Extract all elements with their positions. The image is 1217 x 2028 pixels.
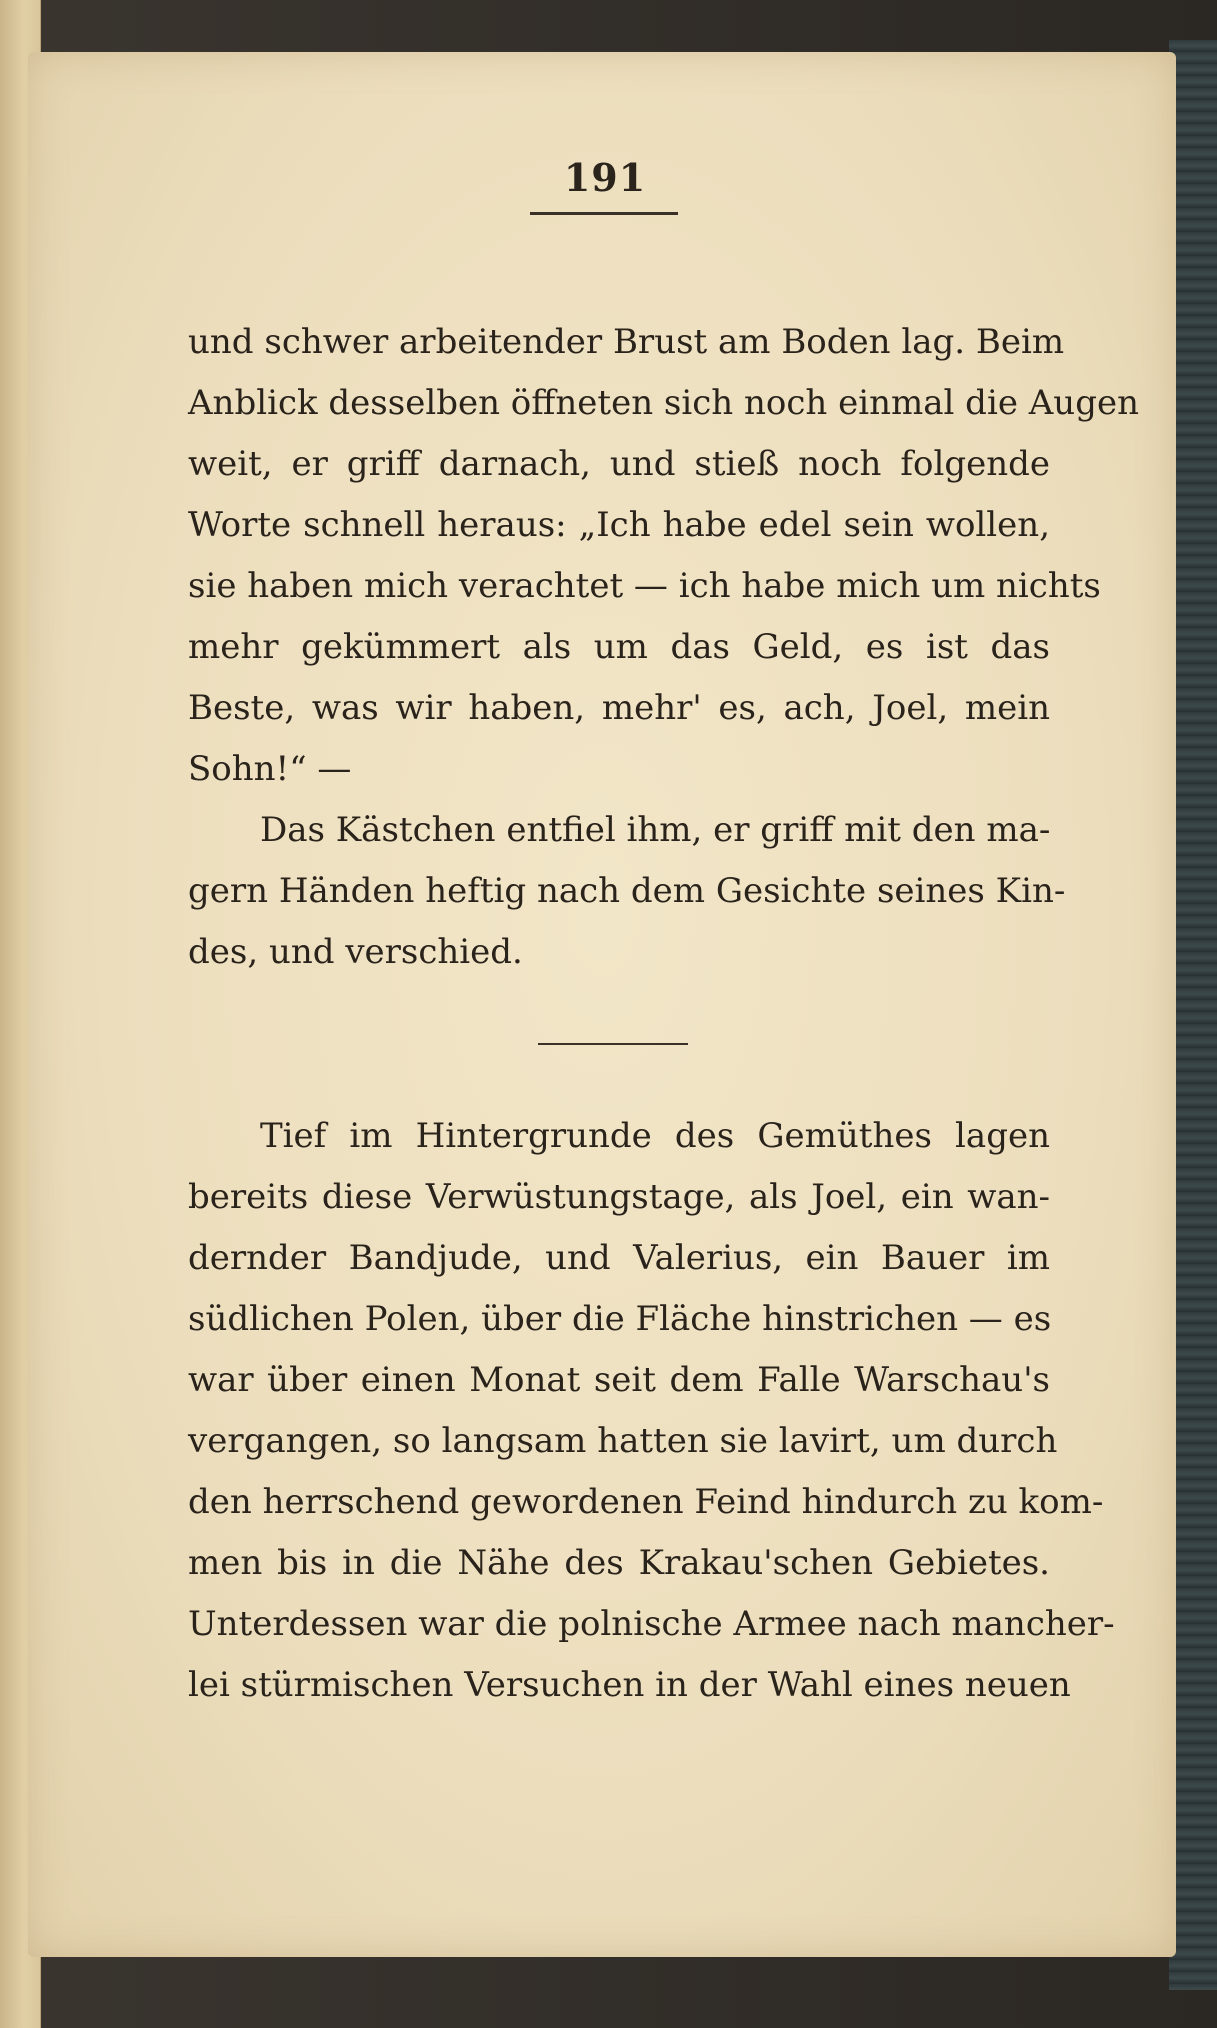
section-divider	[538, 1043, 688, 1045]
text-line: des, und verschied.	[188, 932, 523, 972]
paragraph-1	[188, 312, 1139, 800]
text-line: südlichen Polen, über die Fläche hinstrichen — es	[188, 1299, 1052, 1339]
text-line: Unterdessen war die polnische Armee nach mancher-	[188, 1604, 1115, 1644]
text-line: Sohn!“ —	[188, 749, 352, 789]
text-line: und schwer arbeitender Brust am Boden lag. Beim	[188, 322, 1065, 362]
text-line: dernder Bandjude, und Valerius, ein Bauer im	[188, 1238, 1050, 1278]
page-number: 191	[563, 155, 647, 200]
text-line: weit, er griff darnach, und stieß noch folgende	[188, 444, 1050, 484]
text-line: vergangen, so langsam hatten sie lavirt, um durch	[188, 1421, 1058, 1461]
text-line: mehr gekümmert als um das Geld, es ist das	[188, 627, 1050, 667]
text-line: Tief im Hintergrunde des Gemüthes lagen	[260, 1116, 1050, 1156]
text-line: Anblick desselben öffneten sich noch einmal die Augen	[188, 383, 1139, 423]
text-line: lei stürmischen Versuchen in der Wahl eines neuen	[188, 1665, 1071, 1705]
text-line: bereits diese Verwüstungstage, als Joel, ein wan-	[188, 1177, 1050, 1217]
book-cover-board	[1169, 40, 1217, 1990]
text-line: sie haben mich verachtet — ich habe mich um nichts	[188, 566, 1101, 606]
text-line: gern Händen heftig nach dem Gesichte seines Kin-	[188, 871, 1066, 911]
page-number-rule	[530, 212, 678, 215]
paragraph-2	[188, 800, 1066, 983]
paragraph-3	[188, 1106, 1115, 1716]
text-line: men bis in die Nähe des Krakau'schen Gebietes.	[188, 1543, 1050, 1583]
text-line: den herrschend gewordenen Feind hindurch zu kom-	[188, 1482, 1104, 1522]
text-line: Worte schnell heraus: „Ich habe edel sein wollen,	[188, 505, 1050, 545]
text-line: Das Kästchen entfiel ihm, er griff mit den ma-	[260, 810, 1051, 850]
text-line: war über einen Monat seit dem Falle Warschau's	[188, 1360, 1050, 1400]
text-line: Beste, was wir haben, mehr' es, ach, Joel, mein	[188, 688, 1050, 728]
